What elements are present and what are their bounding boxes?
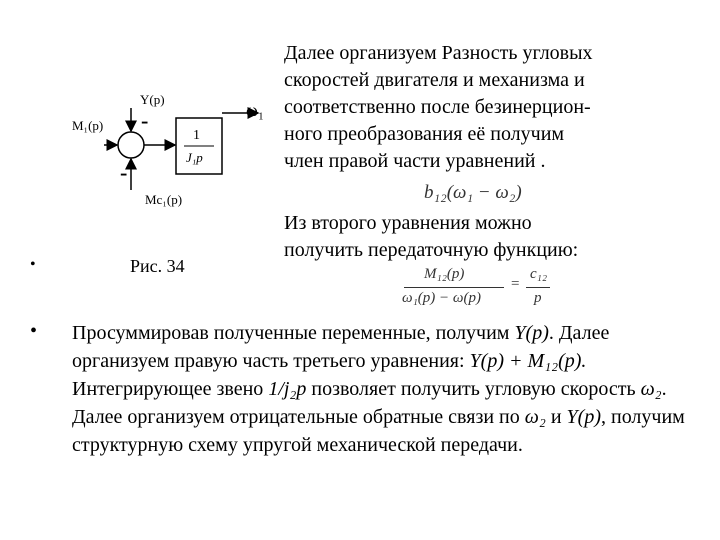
minus-top: -	[141, 108, 149, 133]
right-text-block	[284, 40, 704, 175]
para-italic-5: ω₂	[524, 406, 546, 428]
para-italic-4: ω₂	[640, 378, 662, 400]
para-italic-3: 1/j₂p	[268, 378, 307, 400]
para-italic-2: Y(p) + M₁₂(p).	[469, 350, 587, 372]
tf-bar-left	[404, 287, 504, 288]
label-omega1: ω₁	[246, 100, 265, 120]
label-y: Y(p)	[140, 92, 165, 107]
label-m1: M₁(p)	[72, 118, 104, 133]
formula-transfer	[400, 266, 560, 312]
para-text-3: Интегрирующее звено	[72, 378, 269, 400]
para-text-4: позволяет получить угловую скорость	[306, 378, 641, 400]
block-denominator: J₁p	[186, 150, 203, 165]
right-line-2: скоростей двигателя и механизма и	[284, 69, 585, 91]
para-italic-1: Y(p)	[514, 322, 549, 344]
tf-den-right: p	[534, 290, 542, 306]
formula-b12: b₁₂(ω₁ − ω₂)	[424, 182, 522, 203]
para-text-7: , получим структурную схему упругой механической передачи.	[72, 406, 685, 456]
tf-equals: =	[511, 276, 520, 292]
tf-den-left: ω₁(p) − ω(p)	[402, 290, 481, 306]
bullet-1: •	[30, 256, 36, 273]
right-line-5: член правой части уравнений .	[284, 150, 546, 172]
right-line-1: Далее организуем Разность угловых	[284, 42, 593, 64]
summing-junction	[118, 132, 144, 158]
label-mc1: Mс₁(p)	[145, 192, 183, 207]
right-text-block-2	[284, 210, 704, 264]
para-italic-6: Y(p)	[566, 406, 601, 428]
right-line-6: Из второго уравнения можно	[284, 212, 532, 234]
right-line-7: получить передаточную функцию:	[284, 239, 579, 261]
right-line-3: соответственно после безинерцион-	[284, 96, 591, 118]
para-text-6: и	[545, 406, 567, 428]
block-diagram	[0, 0, 280, 240]
tf-num-left: M₁₂(p)	[424, 266, 465, 282]
right-line-4: ного преобразования её получим	[284, 123, 565, 145]
bullet-2: •	[30, 320, 38, 342]
minus-bottom: -	[120, 160, 128, 185]
para-text-1: Просуммировав полученные переменные, получим	[72, 322, 515, 344]
para-text-2: . Далее организуем правую часть третьего уравнения:	[72, 322, 610, 372]
para-text-5: . Далее организуем отрицательные обратные связи по	[72, 378, 667, 428]
bottom-paragraph	[72, 319, 692, 459]
figure-caption: Рис. 34	[130, 256, 185, 276]
tf-bar-right	[526, 287, 550, 288]
tf-num-right: c₁₂	[530, 266, 548, 282]
block-numerator: 1	[193, 128, 200, 143]
